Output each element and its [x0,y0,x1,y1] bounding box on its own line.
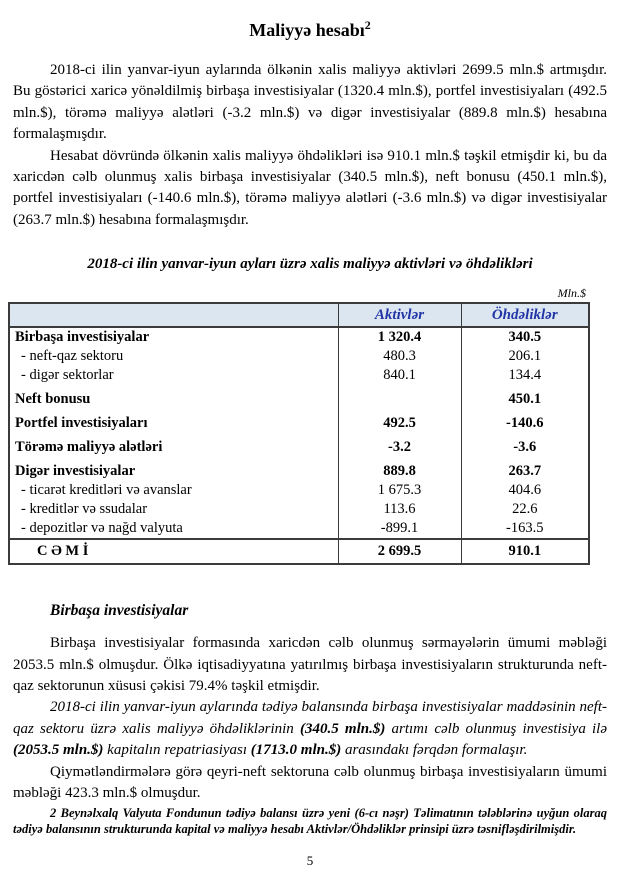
liabilities-value: 340.5 [461,327,589,347]
footnote-text: Beynəlxalq Valyuta Fondunun tədiyə balansı üzrə yeni (6-cı nəşr) Təlimatının tələblərinə uyğun olaraq tədiyə balansının strukturunda kapital və maliyyə hesabı Aktivlər/Öhdəliklər prinsipi üzrə təsnifləşdirilmişdir. [13,805,608,836]
highlighted-amount: (1713.0 mln.$) [250,742,342,759]
liabilities-value: 404.6 [461,481,589,500]
liabilities-value: -3.6 [461,433,589,457]
paragraph-non-oil-sector: Qiymətləndirmələrə görə qeyri-neft sektoruna cəlb olunmuş birbaşa investisiyaların ümumi məbləği 423.3 mln.$ olmuşdur. [13,763,607,802]
table-body [9,327,589,564]
financial-accounts-table [8,302,590,565]
table-row [9,385,589,409]
footnote [13,805,607,838]
paragraph-oil-gas-breakdown [13,697,607,761]
row-label: - kreditlər və ssudalar [9,500,338,519]
assets-value: 2 699.5 [338,539,461,564]
page-number: 5 [306,852,314,868]
row-label: Digər investisiyalar [9,457,338,481]
assets-value: 492.5 [338,409,461,433]
text-run: artımı cəlb olunmuş investisiya ilə [385,720,607,737]
liabilities-value: 206.1 [461,347,589,366]
table-row [9,433,589,457]
row-label: - digər sektorlar [9,366,338,385]
liabilities-value: -140.6 [461,409,589,433]
paragraph-direct-investments-total: Birbaşa investisiyalar formasında xaricdən cəlb olunmuş sərmayələrin ümumi məbləği 2053.5 mln.$ olmuşdur. Ölkə iqtisadiyyatına yatırılmış birbaşa investisiyaların strukturunda neft-qaz sektorunun xüsusi çəkisi 79.4% təşkil etmişdir. [13,635,607,695]
table-header-row [9,303,589,327]
table-row [9,347,589,366]
row-label: Portfel investisiyaları [9,409,338,433]
page-title-text: Maliyyə hesabı [249,20,365,40]
assets-value: 840.1 [338,366,461,385]
row-label: - depozitlər və nağd valyuta [9,519,338,539]
assets-value: 1 320.4 [338,327,461,347]
table-row [9,409,589,433]
section-heading-direct-investments: Birbaşa investisiyalar [50,602,189,620]
column-header-assets: Aktivlər [338,303,461,327]
assets-value: -3.2 [338,433,461,457]
column-header-indicator [9,303,338,327]
liabilities-value: -163.5 [461,519,589,539]
assets-value: 889.8 [338,457,461,481]
table-unit-label: Mln.$ [557,286,586,301]
table-row [9,519,589,539]
paragraph-net-liabilities: Hesabat dövründə ölkənin xalis maliyyə öhdəlikləri isə 910.1 mln.$ təşkil etmişdir ki, bu da xaricdən cəlb olunmuş xalis birbaşa investisiyalar (340.5 mln.$), neft bonusu (450.1 mln.$), portfel investisiyaları (-140.6 mln.$), törəmə maliyyə alətləri (-3.6 mln.$) və digər investisiyalar (263.7 mln.$) hesabına formalaşmışdır. [13,147,607,228]
assets-value: 480.3 [338,347,461,366]
assets-value: 1 675.3 [338,481,461,500]
text-run: 2018-ci ilin yanvar-iyun aylarında tədiyə balansında birbaşa investisiyalar maddəsinin neft-qaz sektoru üzrə xalis maliyyə öhdəliklərinin [13,699,607,737]
column-header-liabilities: Öhdəliklər [461,303,589,327]
table-row [9,366,589,385]
highlighted-amount: (340.5 mln.$) [299,720,386,737]
assets-value [338,385,461,409]
table-row-total [9,539,589,564]
table-row [9,457,589,481]
table-row [9,500,589,519]
row-label: Birbaşa investisiyalar [9,327,338,347]
text-run: arasındakı fərqdən formalaşır. [341,742,528,759]
assets-value: -899.1 [338,519,461,539]
paragraph-net-assets: 2018-ci ilin yanvar-iyun aylarında ölkənin xalis maliyyə aktivləri 2699.5 mln.$ artmışdır. Bu göstərici xaricə yönəldilmiş birbaşa investisiyalar (1320.4 mln.$), portfel investisiyaları (492.5 mln.$), törəmə maliyyə alətləri (-3.2 mln.$) və digər investisiyalar (889.8 mln.$) hesabına formalaşmışdır. [13,62,607,143]
page-title [13,18,607,41]
row-label: - ticarət kreditləri və avanslar [9,481,338,500]
liabilities-value: 134.4 [461,366,589,385]
liabilities-value: 910.1 [461,539,589,564]
assets-value: 113.6 [338,500,461,519]
liabilities-value: 450.1 [461,385,589,409]
table-title: 2018-ci ilin yanvar-iyun ayları üzrə xalis maliyyə aktivləri və öhdəlikləri [87,256,533,273]
footnote-reference: 2 [364,18,371,32]
liabilities-value: 263.7 [461,457,589,481]
row-label: Neft bonusu [9,385,338,409]
highlighted-amount: (2053.5 mln.$) [13,742,104,759]
table-row [9,327,589,347]
table-row [9,481,589,500]
text-run: kapitalın repatriasiyası [103,742,251,759]
row-label: Törəmə maliyyə alətləri [9,433,338,457]
row-label: - neft-qaz sektoru [9,347,338,366]
footnote-marker: 2 [50,805,57,820]
page-footer [13,805,607,871]
liabilities-value: 22.6 [461,500,589,519]
row-label: C Ə M İ [9,539,338,564]
